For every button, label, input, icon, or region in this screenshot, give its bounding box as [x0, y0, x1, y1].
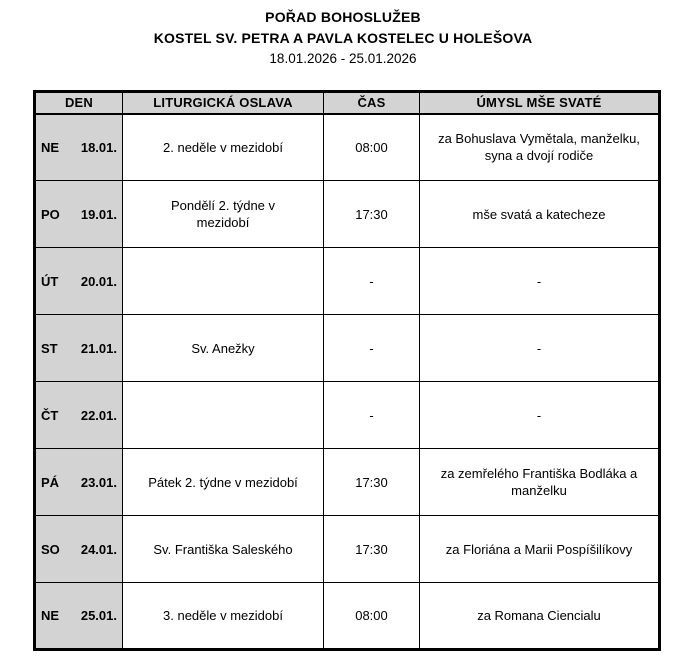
day-abbrev: SO	[41, 541, 60, 557]
intention-cell: -	[420, 382, 660, 449]
table-row	[35, 583, 660, 650]
intention-cell: -	[420, 248, 660, 315]
table-row	[35, 315, 660, 382]
day-abbrev: NE	[41, 139, 60, 155]
celebration-cell: Pátek 2. týdne v mezidobí	[123, 449, 324, 516]
celebration-cell: 2. neděle v mezidobí	[123, 114, 324, 181]
day-cell	[35, 516, 123, 583]
day-date: 21.01.	[80, 340, 117, 356]
church-name: KOSTEL SV. PETRA A PAVLA KOSTELEC U HOLEŠOVA	[153, 30, 533, 46]
table-row	[35, 248, 660, 315]
date-range: 18.01.2026 - 25.01.2026	[269, 51, 417, 66]
header-time: ČAS	[324, 92, 420, 114]
celebration-cell	[123, 248, 324, 315]
day-date: 20.01.	[80, 273, 117, 289]
header-intention: ÚMYSL MŠE SVATÉ	[420, 92, 660, 114]
day-abbrev: ÚT	[41, 273, 59, 289]
intention-cell: za Bohuslava Vymětala, manželku, syna a dvojí rodiče	[420, 114, 660, 181]
table-row	[35, 449, 660, 516]
celebration-cell: 3. neděle v mezidobí	[123, 583, 324, 650]
celebration-cell: Pondělí 2. týdne v mezidobí	[123, 181, 324, 248]
day-abbrev: ST	[41, 340, 58, 356]
time-cell: -	[324, 315, 420, 382]
intention-cell: -	[420, 315, 660, 382]
time-cell: 08:00	[324, 583, 420, 650]
celebration-cell: Sv. Anežky	[123, 315, 324, 382]
day-cell	[35, 248, 123, 315]
document-title: POŘAD BOHOSLUŽEB	[265, 9, 421, 25]
intention-cell: mše svatá a katecheze	[420, 181, 660, 248]
day-date: 23.01.	[80, 474, 117, 490]
document-header	[0, 7, 686, 69]
table-row	[35, 181, 660, 248]
mass-schedule-table	[33, 90, 661, 651]
time-cell: 17:30	[324, 181, 420, 248]
intention-cell: za Floriána a Marii Pospíšilíkovy	[420, 516, 660, 583]
day-date: 24.01.	[80, 541, 117, 557]
header-celebration: LITURGICKÁ OSLAVA	[123, 92, 324, 114]
day-abbrev: NE	[41, 608, 60, 623]
day-cell	[35, 114, 123, 181]
intention-cell: za Romana Ciencialu	[420, 583, 660, 650]
table-row	[35, 382, 660, 449]
day-cell	[35, 583, 123, 650]
day-date: 25.01.	[80, 608, 117, 623]
day-date: 19.01.	[80, 206, 117, 222]
day-abbrev: PO	[41, 206, 60, 222]
time-cell: 17:30	[324, 449, 420, 516]
header-day: DEN	[35, 92, 123, 114]
day-date: 22.01.	[80, 407, 117, 423]
time-cell: 17:30	[324, 516, 420, 583]
day-cell	[35, 382, 123, 449]
table-row	[35, 516, 660, 583]
time-cell: -	[324, 382, 420, 449]
day-cell	[35, 181, 123, 248]
celebration-cell: Sv. Františka Saleského	[123, 516, 324, 583]
celebration-cell	[123, 382, 324, 449]
header-row	[35, 92, 660, 114]
intention-cell: za zemřelého Františka Bodláka a manželku	[420, 449, 660, 516]
table-row	[35, 114, 660, 181]
day-abbrev: ČT	[41, 407, 59, 423]
time-cell: 08:00	[324, 114, 420, 181]
time-cell: -	[324, 248, 420, 315]
day-date: 18.01.	[80, 139, 117, 155]
day-cell	[35, 315, 123, 382]
day-cell	[35, 449, 123, 516]
day-abbrev: PÁ	[41, 474, 60, 490]
